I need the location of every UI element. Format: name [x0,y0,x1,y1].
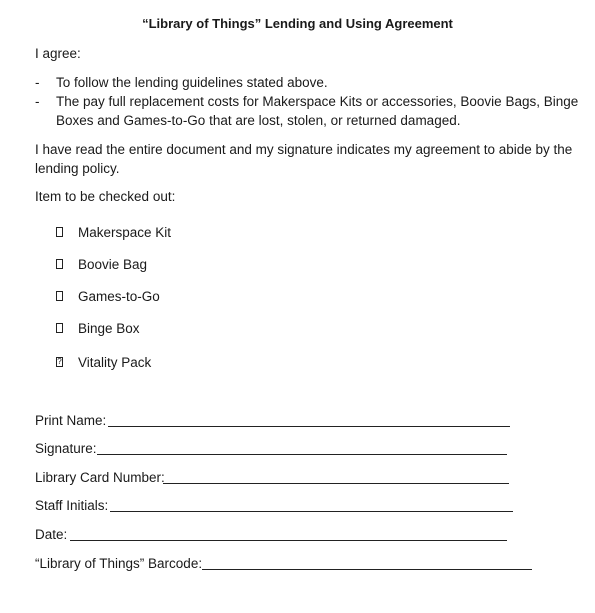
checkbox-makerspace-kit[interactable] [56,227,63,237]
print-name-field[interactable] [108,426,510,427]
field-label-print-name: Print Name: [35,413,107,428]
intro-text: I agree: [35,46,81,61]
bullet-marker: - [35,94,40,109]
field-label-barcode: “Library of Things” Barcode: [35,556,203,571]
item-label-boovie-bag: Boovie Bag [78,257,148,272]
item-label-makerspace-kit: Makerspace Kit [78,225,172,240]
item-label-games-to-go: Games-to-Go [78,289,160,304]
staff-initials-field[interactable] [110,511,513,512]
field-label-signature: Signature: [35,441,97,456]
field-label-library-card-number: Library Card Number: [35,470,165,485]
barcode-field[interactable] [202,569,532,570]
date-field[interactable] [70,540,507,541]
field-label-date: Date: [35,527,68,542]
checkbox-vitality-pack[interactable]: ? [57,357,62,366]
items-heading: Item to be checked out: [35,189,176,204]
statement-text: I have read the entire document and my signature indicates my agreement to abide by the [35,142,573,157]
bullet-text: To follow the lending guidelines stated above. [56,75,328,90]
field-label-staff-initials: Staff Initials: [35,498,109,513]
document-title: “Library of Things” Lending and Using Agreement [142,16,453,31]
bullet-marker: - [35,75,40,90]
bullet-text-continued: Boxes and Games-to-Go that are lost, stolen, or returned damaged. [56,113,461,128]
bullet-text: The pay full replacement costs for Makerspace Kits or accessories, Boovie Bags, Binge [56,94,579,109]
signature-field[interactable] [97,454,507,455]
library-card-number-field[interactable] [163,483,509,484]
checkbox-binge-box[interactable] [56,323,63,333]
item-label-binge-box: Binge Box [78,321,140,336]
checkbox-boovie-bag[interactable] [56,259,63,269]
statement-text-continued: lending policy. [35,161,120,176]
item-label-vitality-pack: Vitality Pack [78,355,152,370]
checkbox-games-to-go[interactable] [56,291,63,301]
